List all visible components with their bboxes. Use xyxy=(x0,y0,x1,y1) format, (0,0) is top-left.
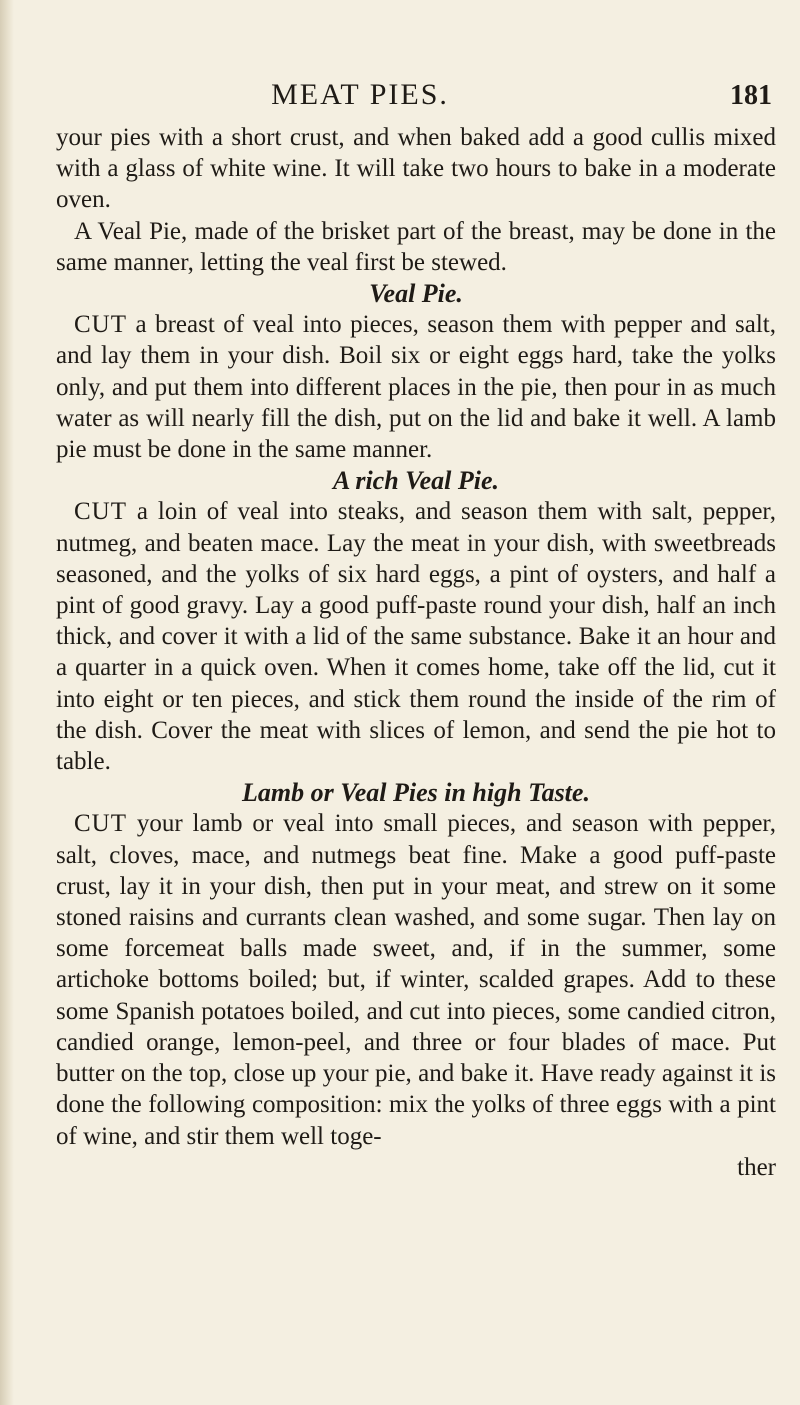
paragraph-rich-veal-pie xyxy=(56,496,776,777)
paragraph-veal-pie xyxy=(56,309,776,465)
paragraph-lead-word: CUT xyxy=(74,311,127,339)
paragraph-cullis: your pies with a short crust, and when baked add a good cullis mixed with a glass of white wine. It will take two hours to bake in a moderate oven. xyxy=(56,124,776,214)
paragraph-lamb-veal-pies xyxy=(56,808,776,1151)
page-body xyxy=(56,122,776,1183)
running-title: MEAT PIES. xyxy=(271,78,449,111)
heading-rich-veal-pie: A rich Veal Pie. xyxy=(332,466,500,496)
paragraph-text: a breast of veal into pieces, season them with pepper and salt, and lay them in your dish. Boil six or eight eggs hard, take the yolks only, and put them into different places in the pie, then pour in as much water as will nearly fill the dish, put on the lid and bake it well. A lamb pie must be done in the same manner. xyxy=(56,311,776,464)
paragraph-lead-word: CUT xyxy=(74,498,127,526)
paragraph-lead-word: CUT xyxy=(74,810,127,838)
page-number: 181 xyxy=(730,80,772,111)
paragraph-text: your lamb or veal into small pieces, and season with pepper, salt, cloves, mace, and nutmegs beat fine. Make a good puff-paste crust, lay it in your dish, then put in your meat, and strew on it some stoned raisins and currants clean washed, and some sugar. Then lay on some forcemeat balls made sweet, and, if in the summer, some artichoke bottoms boiled; but, if winter, scalded grapes. Add to these some Spanish potatoes boiled, and cut into pieces, some candied citron, candied orange, lemon-peel, and three or four blades of mace. Put butter on the top, close up your pie, and bake it. Have ready against it is done the following composition: mix the yolks of three eggs with a pint of wine, and stir them well toge- xyxy=(56,810,777,1150)
running-head xyxy=(0,78,800,118)
paragraph-veal-pie-note: A Veal Pie, made of the brisket part of the breast, may be done in the same manner, letting the veal first be stewed. xyxy=(56,217,776,276)
heading-lamb-veal-pies: Lamb or Veal Pies in high Taste. xyxy=(242,778,590,808)
heading-veal-pie: Veal Pie. xyxy=(369,279,463,309)
paragraph-text: a loin of veal into steaks, and season them with salt, pepper, nutmeg, and beaten mace. Lay the meat in your dish, with sweetbreads seasoned, and the yolks of six hard eggs, a pint of oysters, and half a pint of good gravy. Lay a good puff-paste round your dish, half an inch thick, and cover it with a lid of the same substance. Bake it an hour and a quarter in a quick oven. When it comes home, take off the lid, cut it into eight or ten pieces, and stick them round the inside of the rim of the dish. Cover the meat with slices of lemon, and send the pie hot to table. xyxy=(56,498,777,776)
paragraph-continuation: ther xyxy=(737,1153,776,1181)
